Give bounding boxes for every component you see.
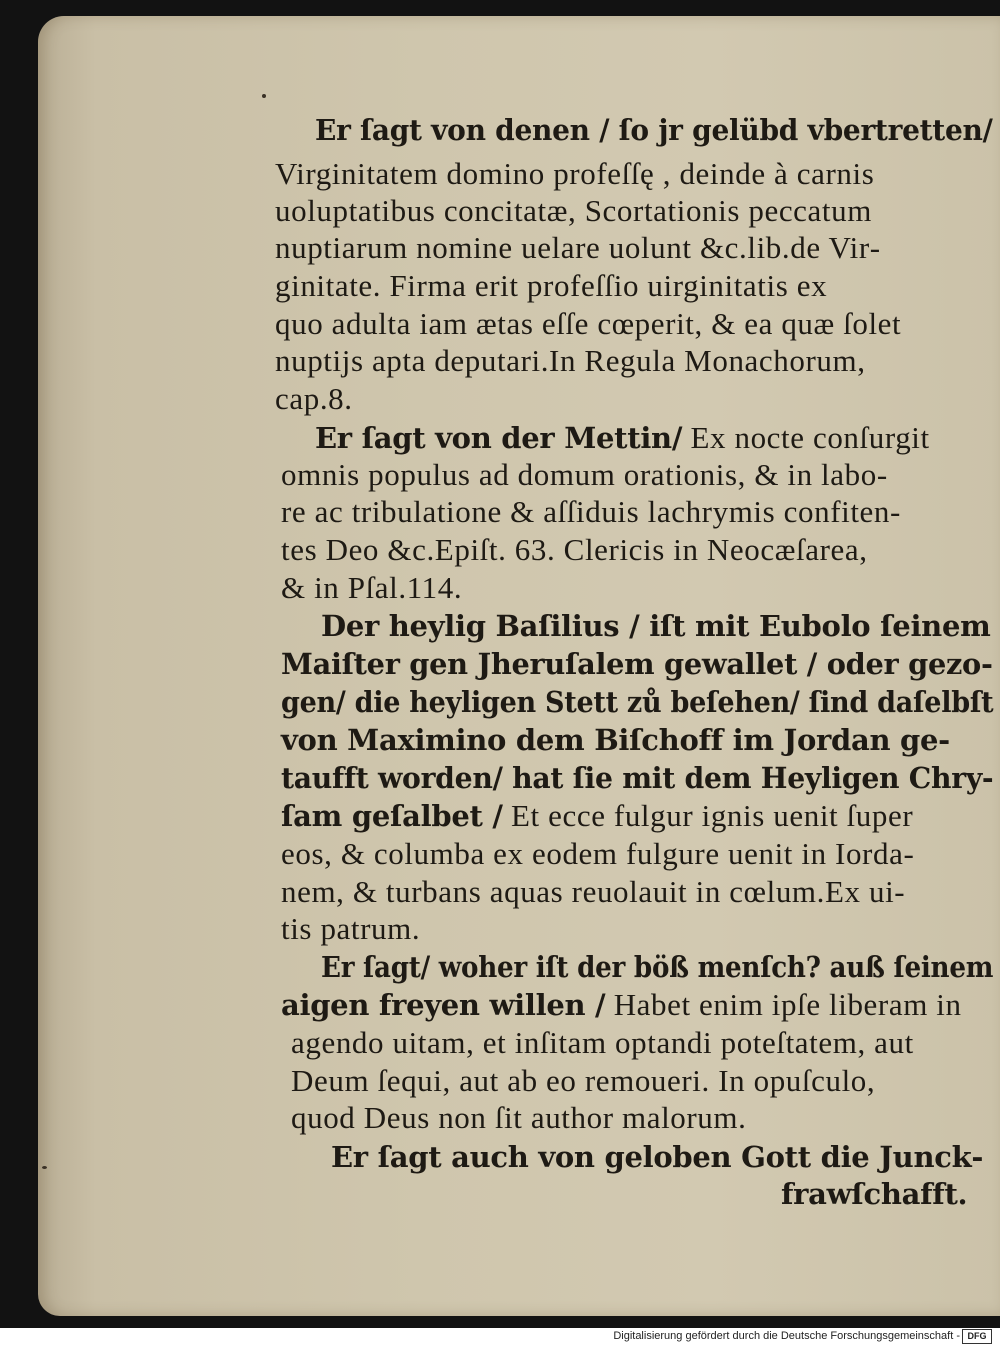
latin-text: ginitate. Firma erit profeſſio uirginitatis ex: [275, 268, 828, 303]
blackletter-text: Er ſagt auch von geloben Gott die Junck‑: [331, 1140, 984, 1174]
blackletter-text: Der heylig Baſilius / iſt mit Eubolo ſeinem: [321, 609, 991, 643]
blackletter-text: aigen freyen willen /: [281, 988, 606, 1022]
blackletter-text: Er ſagt von der Mettin/: [315, 421, 683, 455]
text-line: [281, 798, 913, 835]
text-line: [291, 1025, 914, 1062]
blackletter-text: Maiſter gen Jheruſalem gewallet / oder gezo‑: [281, 647, 993, 681]
text-line: [275, 193, 872, 230]
text-line: [315, 420, 930, 457]
latin-text: nuptiarum nomine uelare uolunt &c.lib.de Vir‑: [275, 230, 881, 265]
text-line: [281, 494, 901, 531]
latin-text: omnis populus ad domum orationis, & in labo‑: [281, 457, 888, 492]
text-line: [321, 949, 993, 986]
dfg-logo: DFG: [962, 1329, 992, 1344]
text-line: [291, 1063, 875, 1100]
latin-text: Deum ſequi, aut ab eo remoueri. In opuſculo,: [291, 1063, 876, 1098]
text-line: [275, 230, 881, 267]
text-line: [275, 306, 901, 343]
latin-text: eos, & columba ex eodem fulgure uenit in Iorda‑: [281, 836, 915, 871]
text-line: [321, 608, 991, 645]
text-line: [291, 1100, 746, 1137]
latin-text: agendo uitam, et inſitam optandi poteſtatem, aut: [291, 1025, 914, 1060]
book-page: [38, 16, 1000, 1316]
text-line: [275, 156, 874, 193]
text-line: [281, 874, 905, 911]
text-line: [275, 343, 866, 380]
text-line: [281, 836, 914, 873]
latin-text: Ex nocte conſurgit: [682, 420, 930, 455]
text-line: [281, 646, 993, 683]
blackletter-text: taufft worden/ hat ſie mit dem Heyligen Chry‑: [281, 761, 994, 795]
latin-text: & in Pſal.114.: [281, 570, 463, 605]
text-line: [281, 911, 420, 948]
latin-text: nuptijs apta deputari.In Regula Monachorum,: [275, 343, 866, 378]
latin-text: Habet enim ipſe liberam in: [605, 987, 962, 1022]
latin-text: nem, & turbans aquas reuolauit in cœlum.Ex ui‑: [281, 874, 906, 909]
text-line: [331, 1139, 983, 1176]
text-line: [275, 381, 353, 418]
latin-text: cap.8.: [275, 381, 353, 416]
blackletter-text: Er ſagt von denen / ſo jr gelübd vbertretten/: [315, 113, 993, 147]
text-line: [781, 1176, 967, 1213]
text-line: [281, 760, 993, 797]
footer-credit: Digitalisierung gefördert durch die Deutsche Forschungsgemeinschaft -: [613, 1330, 960, 1342]
blackletter-text: ſam geſalbet /: [281, 799, 503, 833]
blackletter-text: Er ſagt/ woher iſt der böß menſch? auß ſeinem: [321, 950, 994, 984]
text-line: [275, 268, 827, 305]
blackletter-text: frawſchafft.: [781, 1177, 968, 1211]
ink-speck: [42, 1166, 47, 1169]
latin-text: tes Deo &c.Epiſt. 63. Clericis in Neocæſarea,: [281, 532, 868, 567]
text-line: [315, 112, 993, 149]
latin-text: Virginitatem domino profeſſę , deinde à carnis: [275, 156, 875, 191]
ink-speck: [262, 94, 266, 98]
latin-text: re ac tribulatione & aſſiduis lachrymis confiten‑: [281, 494, 901, 529]
latin-text: Et ecce fulgur ignis uenit ſuper: [502, 798, 914, 833]
latin-text: tis patrum.: [281, 911, 421, 946]
latin-text: uoluptatibus concitatæ, Scortationis peccatum: [275, 193, 872, 228]
text-line: [281, 570, 462, 607]
text-line: [281, 684, 993, 721]
text-line: [281, 987, 962, 1024]
text-line: [281, 722, 950, 759]
latin-text: quod Deus non ſit author malorum.: [291, 1100, 747, 1135]
latin-text: quo adulta iam ætas eſſe cœperit, & ea quæ ſolet: [275, 306, 902, 341]
text-line: [281, 457, 888, 494]
blackletter-text: von Maximino dem Biſchoff im Jordan ge‑: [281, 723, 950, 757]
text-line: [281, 532, 868, 569]
blackletter-text: gen/ die heyligen Stett zů beſehen/ ſind daſelbſt: [281, 685, 994, 719]
